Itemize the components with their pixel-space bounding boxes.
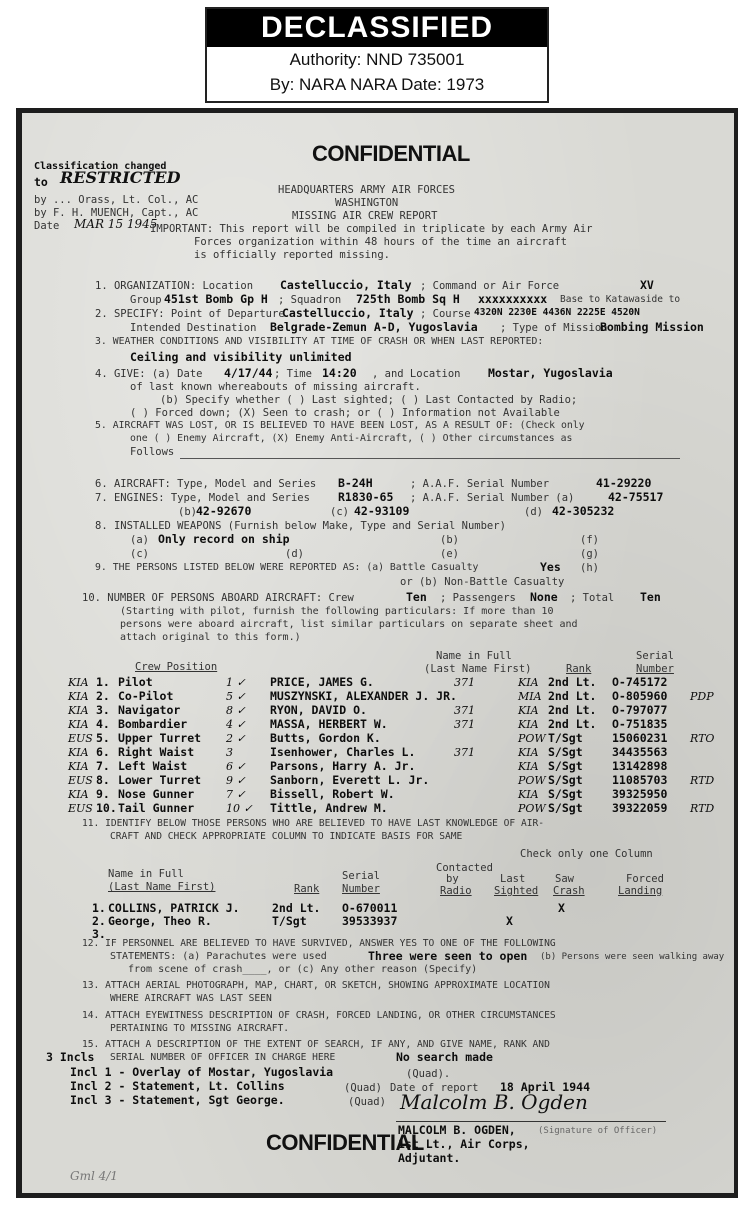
item7-b-label: (b) xyxy=(178,506,197,518)
crew-row xyxy=(0,690,750,703)
crew-rank: S/Sgt xyxy=(548,787,583,801)
item12-line-1: 12. IF PERSONNEL ARE BELIEVED TO HAVE SURVIVED, ANSWER YES TO ONE OF THE FOLLOWING xyxy=(82,938,556,949)
item15-search-value: No search made xyxy=(396,1050,493,1064)
crew-name: Parsons, Harry A. Jr. xyxy=(270,759,416,773)
item5-line-1: 5. AIRCRAFT WAS LOST, OR IS BELIEVED TO HAVE BEEN LOST, AS A RESULT OF: (Check only xyxy=(95,420,585,431)
crew-serial: O-805960 xyxy=(612,689,668,703)
signer-role: Adjutant. xyxy=(398,1151,461,1165)
crew-position: Left Waist xyxy=(118,759,188,773)
item10-note-3: attach original to this form.) xyxy=(120,632,301,643)
witness-col-number: Number xyxy=(342,883,380,895)
item2-mission-label: ; Type of Mission xyxy=(500,322,608,334)
crew-side-note: RTD xyxy=(690,802,715,815)
crew-position: Bombardier xyxy=(118,717,188,731)
crew-position: Tail Gunner xyxy=(118,801,195,815)
witness-serial: 39533937 xyxy=(342,914,398,928)
important-line-2: Forces organization within 48 hours of the time an aircraft xyxy=(194,236,567,248)
witness-col-name-last: (Last Name First) xyxy=(108,881,216,893)
witness-col-serial: Serial xyxy=(342,870,380,882)
item6-serial-label: ; A.A.F. Serial Number xyxy=(410,478,550,490)
crew-row xyxy=(0,676,750,689)
item7-d-label: (d) xyxy=(524,506,543,518)
classification-bottom: CONFIDENTIAL xyxy=(266,1130,424,1155)
crew-name: RYON, DAVID O. xyxy=(270,703,367,717)
item12-line-3: from scene of crash____, or (c) Any other reason (Specify) xyxy=(128,964,478,975)
crew-handwritten-note: 371 xyxy=(454,676,475,689)
item3-value: Ceiling and visibility unlimited xyxy=(130,350,352,364)
crew-check-mark: 9 ✓ xyxy=(226,774,246,787)
crew-status-mark: EUS xyxy=(68,774,93,787)
signature-caption: (Signature of Officer) xyxy=(538,1126,658,1136)
item1-command-label: ; Command or Air Force xyxy=(420,280,560,292)
crew-name: PRICE, JAMES G. xyxy=(270,675,374,689)
item10-crew: Ten xyxy=(406,590,427,604)
inclosure-2: Incl 2 - Statement, Lt. Collins xyxy=(70,1079,285,1093)
item10-total-label: ; Total xyxy=(570,592,615,604)
crew-serial: O-745172 xyxy=(612,675,668,689)
crew-number: 9. xyxy=(96,787,110,801)
date-value: MAR 15 1945 xyxy=(74,217,158,231)
crew-fate-mark: POW xyxy=(518,732,546,745)
crew-rank: 2nd Lt. xyxy=(548,675,597,689)
crew-check-mark: 10 ✓ xyxy=(226,802,253,815)
hq-line-1: HEADQUARTERS ARMY AIR FORCES xyxy=(278,184,456,196)
witness-col-forced: Forced xyxy=(626,873,664,885)
item7-serial-b: 42-92670 xyxy=(196,504,252,518)
item5-rule xyxy=(180,458,680,459)
item2-mission: Bombing Mission xyxy=(600,320,704,334)
stamp-by: By: NARA NARA Date: 1973 xyxy=(269,75,485,94)
crew-col-name-full: Name in Full xyxy=(436,650,512,662)
crew-rank: 2nd Lt. xyxy=(548,717,597,731)
witness-col-last: Last xyxy=(500,873,526,885)
item5-line-3: Follows xyxy=(130,446,175,458)
item13-line-2: WHERE AIRCRAFT WAS LAST SEEN xyxy=(110,993,272,1004)
item2-departure: Castelluccio, Italy xyxy=(282,306,414,320)
item12-parachute-label: STATEMENTS: (a) Parachutes were used xyxy=(110,951,327,962)
crew-position: Co-Pilot xyxy=(118,689,174,703)
item8-label: 8. INSTALLED WEAPONS (Furnish below Make, Type and Serial Number) xyxy=(95,520,506,532)
crew-number: 5. xyxy=(96,731,110,745)
crew-rank: S/Sgt xyxy=(548,773,583,787)
inclosure-1: Incl 1 - Overlay of Mostar, Yugoslavia xyxy=(70,1065,334,1079)
classification-changed: Classification changed xyxy=(34,161,167,172)
crew-status-mark: KIA xyxy=(68,690,89,703)
item1-squadron-label: ; Squadron xyxy=(278,294,342,306)
crew-row xyxy=(0,802,750,815)
signer-name: MALCOLM B. OGDEN, xyxy=(398,1123,516,1137)
item4-b-line-2: ( ) Forced down; (X) Seen to crash; or ( ) Information not Available xyxy=(130,407,560,419)
crew-rank: T/Sgt xyxy=(548,731,583,745)
check-only-one-column: Check only one Column xyxy=(520,848,653,860)
crew-row xyxy=(0,746,750,759)
item2-target: Belgrade-Zemun A-D, Yugoslavia xyxy=(270,320,478,334)
inclosure-2-quad: (Quad) xyxy=(344,1082,382,1094)
crew-handwritten-note: 371 xyxy=(454,718,475,731)
stamp-header: DECLASSIFIED xyxy=(207,9,547,47)
crew-check-mark: 2 ✓ xyxy=(226,732,246,745)
crew-handwritten-note: 371 xyxy=(454,704,475,717)
witness-col-landing: Landing xyxy=(618,885,663,897)
item10-total: Ten xyxy=(640,590,661,604)
item15-line-2: SERIAL NUMBER OF OFFICER IN CHARGE HERE xyxy=(110,1052,336,1063)
important-line-1: IMPORTANT: This report will be compiled in triplicate by each Army Air xyxy=(150,223,593,235)
witness-rank: 2nd Lt. xyxy=(272,901,321,915)
crew-number: 10. xyxy=(96,801,117,815)
crew-status-mark: KIA xyxy=(68,676,89,689)
crew-col-position: Crew Position xyxy=(135,661,218,673)
witness-check: X xyxy=(506,914,513,928)
witness-col-contacted: Contacted xyxy=(436,862,493,874)
crew-rank: S/Sgt xyxy=(548,759,583,773)
witness-col-radio: Radio xyxy=(440,885,472,897)
item1-location: Castelluccio, Italy xyxy=(280,278,412,292)
item9-label: 9. THE PERSONS LISTED BELOW WERE REPORTED AS: (a) Battle Casualty xyxy=(95,562,479,573)
item1-label: 1. ORGANIZATION: Location xyxy=(95,280,254,292)
crew-row xyxy=(0,718,750,731)
item1-squadron: 725th Bomb Sq H xyxy=(356,292,460,306)
signature-handwritten: Malcolm B. Ogden xyxy=(400,1090,588,1114)
crew-check-mark: 8 ✓ xyxy=(226,704,246,717)
item15-line-1: 15. ATTACH A DESCRIPTION OF THE EXTENT OF SEARCH, IF ANY, AND GIVE NAME, RANK AND xyxy=(82,1039,550,1050)
item2-target-label: Intended Destination xyxy=(130,322,257,334)
signer-rank: 1st Lt., Air Corps, xyxy=(398,1137,530,1151)
item11-line-2: CRAFT AND CHECK APPROPRIATE COLUMN TO INDICATE BASIS FOR SAME xyxy=(110,831,463,842)
item2-course-label: ; Course xyxy=(420,308,471,320)
crew-name: Butts, Gordon K. xyxy=(270,731,381,745)
classification-top: CONFIDENTIAL xyxy=(312,141,470,166)
witness-col-saw: Saw xyxy=(555,873,574,885)
item4-whereabouts: of last known whereabouts of missing aircraft. xyxy=(130,381,421,393)
witness-number: 1. xyxy=(92,901,106,915)
crew-row xyxy=(0,788,750,801)
witness-col-name-full: Name in Full xyxy=(108,868,184,880)
witness-col-sighted: Sighted xyxy=(494,885,539,897)
important-line-3: is officially reported missing. xyxy=(194,249,390,261)
crew-rank: S/Sgt xyxy=(548,801,583,815)
crew-row xyxy=(0,704,750,717)
item8-a: (a) xyxy=(130,534,149,546)
signature-line xyxy=(396,1121,666,1122)
item8-g: (g) xyxy=(580,548,599,560)
crew-side-note: RTD xyxy=(690,774,715,787)
crew-fate-mark: KIA xyxy=(518,788,539,801)
crew-check-mark: 7 ✓ xyxy=(226,788,246,801)
item8-value: Only record on ship xyxy=(158,532,290,546)
item2-label: 2. SPECIFY: Point of Departure xyxy=(95,308,285,320)
crew-position: Nose Gunner xyxy=(118,787,195,801)
by-line-1: by ... Orass, Lt. Col., AC xyxy=(34,194,199,206)
crew-check-mark: 5 ✓ xyxy=(226,690,246,703)
item1-command: XV xyxy=(640,278,654,292)
witness-number: 2. xyxy=(92,914,106,928)
item5-line-2: one ( ) Enemy Aircraft, (X) Enemy Anti-Aircraft, ( ) Other circumstances as xyxy=(130,433,573,444)
item8-d: (d) xyxy=(285,548,304,560)
item7-label: 7. ENGINES: Type, Model and Series xyxy=(95,492,310,504)
item1-group: 451st Bomb Gp H xyxy=(164,292,268,306)
item6-serial: 41-29220 xyxy=(596,476,652,490)
crew-serial: O-797077 xyxy=(612,703,668,717)
item9-b: or (b) Non-Battle Casualty xyxy=(400,576,565,588)
item7-c-label: (c) xyxy=(330,506,349,518)
item8-b: (b) xyxy=(440,534,459,546)
crew-number: 3. xyxy=(96,703,110,717)
item10-pass-label: ; Passengers xyxy=(440,592,516,604)
item7-serial-c: 42-93109 xyxy=(354,504,410,518)
crew-number: 4. xyxy=(96,717,110,731)
witness-col-by: by xyxy=(446,873,459,885)
crew-row xyxy=(0,732,750,745)
crew-name: Isenhower, Charles L. xyxy=(270,745,416,759)
crew-side-note: PDP xyxy=(690,690,714,703)
witness-row xyxy=(0,915,750,928)
crew-check-mark: 6 ✓ xyxy=(226,760,246,773)
crew-name: Sanborn, Everett L. Jr. xyxy=(270,773,430,787)
crew-side-note: RTO xyxy=(690,732,715,745)
item1-base: Base to Katawaside to xyxy=(560,294,681,305)
date-label: Date xyxy=(34,220,60,232)
item7-type: R1830-65 xyxy=(338,490,394,504)
item6-label: 6. AIRCRAFT: Type, Model and Series xyxy=(95,478,317,490)
item7-serial-d: 42-305232 xyxy=(552,504,615,518)
item10-passengers: None xyxy=(530,590,558,604)
item7-serial-a: 42-75517 xyxy=(608,490,664,504)
crew-col-name-last: (Last Name First) xyxy=(424,663,532,675)
witness-col-crash: Crash xyxy=(553,885,585,897)
crew-fate-mark: POW xyxy=(518,774,546,787)
item2-course: 4320N 2230E 4436N 2225E 4520N xyxy=(474,307,640,318)
inclosure-1-quad: (Quad). xyxy=(406,1068,451,1080)
crew-serial: 39325950 xyxy=(612,787,668,801)
item4-b-line-1: (b) Specify whether ( ) Last sighted; ( ) Last Contacted by Radio; xyxy=(160,394,578,406)
crew-number: 7. xyxy=(96,759,110,773)
item7-serial-label: ; A.A.F. Serial Number (a) xyxy=(410,492,575,504)
crew-row xyxy=(0,774,750,787)
inclosure-3: Incl 3 - Statement, Sgt George. xyxy=(70,1093,285,1107)
item1-xout: xxxxxxxxxx xyxy=(478,292,548,306)
classification-to: to xyxy=(34,175,48,189)
item12-walking: (b) Persons were seen walking away xyxy=(540,952,725,962)
item4-time-label: ; Time xyxy=(274,368,312,380)
crew-fate-mark: KIA xyxy=(518,760,539,773)
crew-fate-mark: KIA xyxy=(518,746,539,759)
hq-line-2: WASHINGTON xyxy=(335,197,399,209)
witness-name: COLLINS, PATRICK J. xyxy=(108,901,240,915)
item8-f: (f) xyxy=(580,534,599,546)
item6-type: B-24H xyxy=(338,476,373,490)
crew-fate-mark: MIA xyxy=(518,690,542,703)
crew-serial: 39322059 xyxy=(612,801,668,815)
crew-row xyxy=(0,760,750,773)
inclosure-3-quad: (Quad) xyxy=(348,1096,386,1108)
item4-label: 4. GIVE: (a) Date xyxy=(95,368,203,380)
crew-status-mark: KIA xyxy=(68,760,89,773)
crew-status-mark: KIA xyxy=(68,704,89,717)
crew-status-mark: EUS xyxy=(68,732,93,745)
crew-position: Lower Turret xyxy=(118,773,202,787)
crew-fate-mark: POW xyxy=(518,802,546,815)
crew-name: MASSA, HERBERT W. xyxy=(270,717,388,731)
crew-serial: O-751835 xyxy=(612,717,668,731)
item11-line-1: 11. IDENTIFY BELOW THOSE PERSONS WHO ARE BELIEVED TO HAVE LAST KNOWLEDGE OF AIR- xyxy=(82,818,545,829)
crew-check-mark: 3 xyxy=(226,746,233,759)
item1-group-label: Group xyxy=(130,294,162,306)
item3-label: 3. WEATHER CONDITIONS AND VISIBILITY AT TIME OF CRASH OR WHEN LAST REPORTED: xyxy=(95,336,544,347)
crew-col-number: Number xyxy=(636,663,674,675)
date-of-report: 18 April 1944 xyxy=(500,1080,591,1094)
crew-status-mark: KIA xyxy=(68,788,89,801)
restricted-stamp: RESTRICTED xyxy=(60,168,181,187)
item4-location-label: , and Location xyxy=(372,368,461,380)
crew-name: Bissell, Robert W. xyxy=(270,787,395,801)
item8-e: (e) xyxy=(440,548,459,560)
stamp-authority: Authority: NND 735001 xyxy=(289,50,465,69)
crew-number: 8. xyxy=(96,773,110,787)
witness-number: 3. xyxy=(92,927,106,941)
item13-line-1: 13. ATTACH AERIAL PHOTOGRAPH, MAP, CHART, OR SKETCH, SHOWING APPROXIMATE LOCATION xyxy=(82,980,550,991)
witness-serial: O-670011 xyxy=(342,901,398,915)
item8-h: (h) xyxy=(580,562,599,574)
crew-number: 2. xyxy=(96,689,110,703)
witness-col-rank: Rank xyxy=(294,883,320,895)
crew-rank: 2nd Lt. xyxy=(548,703,597,717)
item4-time: 14:20 xyxy=(322,366,357,380)
item12-parachute-value: Three were seen to open xyxy=(368,949,528,963)
crew-number: 1. xyxy=(96,675,110,689)
witness-check: X xyxy=(558,901,565,915)
item8-c: (c) xyxy=(130,548,149,560)
crew-position: Upper Turret xyxy=(118,731,202,745)
crew-name: MUSZYNSKI, ALEXANDER J. JR. xyxy=(270,689,457,703)
item14-line-2: PERTAINING TO MISSING AIRCRAFT. xyxy=(110,1023,290,1034)
item9-yes: Yes xyxy=(540,560,561,574)
crew-serial: 13142898 xyxy=(612,759,668,773)
item4-date: 4/17/44 xyxy=(224,366,273,380)
crew-fate-mark: KIA xyxy=(518,676,539,689)
crew-serial: 11085703 xyxy=(612,773,668,787)
crew-status-mark: KIA xyxy=(68,746,89,759)
crew-fate-mark: KIA xyxy=(518,704,539,717)
crew-position: Pilot xyxy=(118,675,153,689)
crew-serial: 15060231 xyxy=(612,731,668,745)
witness-name: George, Theo R. xyxy=(108,914,212,928)
crew-status-mark: EUS xyxy=(68,802,93,815)
crew-col-serial: Serial xyxy=(636,650,674,662)
crew-name: Tittle, Andrew M. xyxy=(270,801,388,815)
inclosures-count: 3 Incls xyxy=(46,1050,95,1064)
crew-number: 6. xyxy=(96,745,110,759)
crew-status-mark: KIA xyxy=(68,718,89,731)
item4-location: Mostar, Yugoslavia xyxy=(488,366,613,380)
by-line-2: by F. H. MUENCH, Capt., AC xyxy=(34,207,199,219)
item10-label: 10. NUMBER OF PERSONS ABOARD AIRCRAFT: Crew xyxy=(82,592,354,604)
crew-check-mark: 4 ✓ xyxy=(226,718,246,731)
declassified-stamp xyxy=(205,7,549,103)
crew-col-rank: Rank xyxy=(566,663,592,675)
crew-position: Right Waist xyxy=(118,745,195,759)
item14-line-1: 14. ATTACH EYEWITNESS DESCRIPTION OF CRASH, FORCED LANDING, OR OTHER CIRCUMSTANCES xyxy=(82,1010,556,1021)
date-of-report-label: Date of report xyxy=(390,1082,479,1094)
corner-note: Gml 4/1 xyxy=(70,1169,118,1183)
crew-rank: 2nd Lt. xyxy=(548,689,597,703)
item10-note-2: persons were aboard aircraft, list similar particulars on separate sheet and xyxy=(120,619,578,630)
crew-rank: S/Sgt xyxy=(548,745,583,759)
crew-fate-mark: KIA xyxy=(518,718,539,731)
witness-rank: T/Sgt xyxy=(272,914,307,928)
crew-handwritten-note: 371 xyxy=(454,746,475,759)
crew-position: Navigator xyxy=(118,703,181,717)
report-title: MISSING AIR CREW REPORT xyxy=(292,210,438,222)
crew-serial: 34435563 xyxy=(612,745,668,759)
item10-note-1: (Starting with pilot, furnish the following particulars: If more than 10 xyxy=(120,606,554,617)
crew-check-mark: 1 ✓ xyxy=(226,676,246,689)
